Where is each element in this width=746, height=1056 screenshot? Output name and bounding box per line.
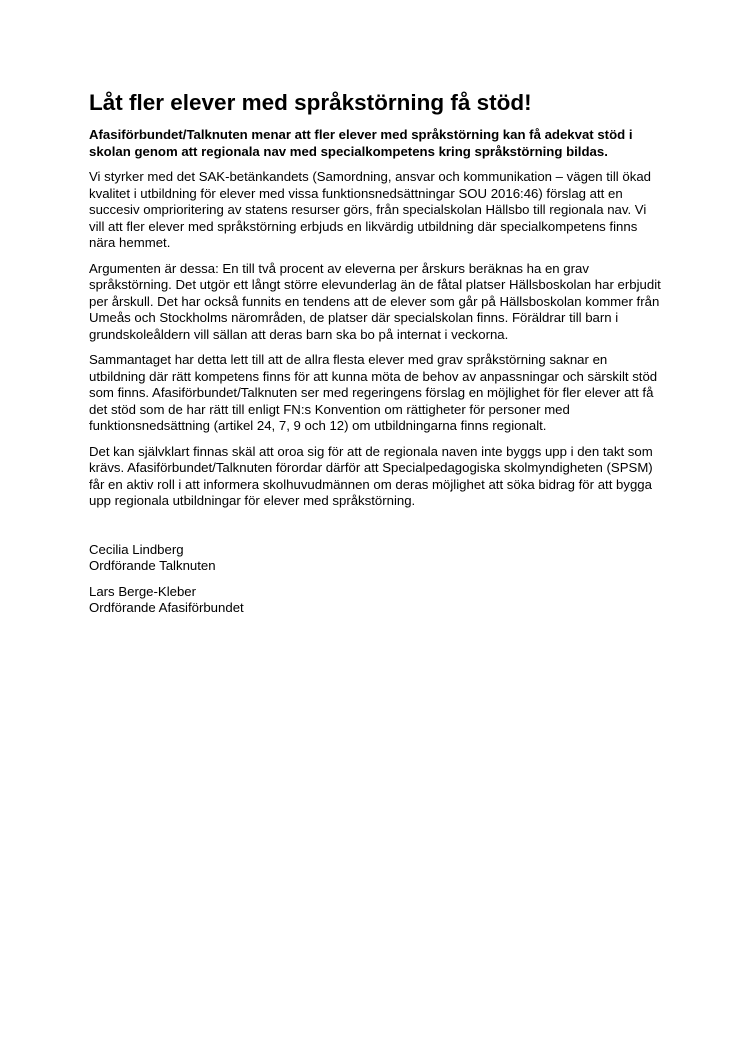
document-title: Låt fler elever med språkstörning få stöd! bbox=[89, 90, 532, 115]
signature-2 bbox=[89, 584, 661, 617]
body-paragraph-4: Det kan självklart finnas skäl att oroa sig för att de regionala naven inte byggs upp i den takt som krävs. Afasiförbundet/Talknuten förordar därför att Specialpedagogiska skolmyndigheten (SPSM) får en aktiv roll i att informera skolhuvudmännen om deras möjlighet att söka bidrag för att bygga upp regionala utbildningar för elever med språkstörning. bbox=[89, 443, 653, 508]
lead-paragraph: Afasiförbundet/Talknuten menar att fler elever med språkstörning kan få adekvat stöd i skolan genom att regionala nav med specialkompetens kring språkstörning bildas. bbox=[89, 127, 633, 159]
body-paragraph-1: Vi styrker med det SAK-betänkandets (Samordning, ansvar och kommunikation – vägen till ökad kvalitet i utbildning för elever med vissa funktionsnedsättningar SOU 2016:46) förslag att en succesiv omprioritering av statens resurser görs, från specialskolan Hällsbo till regionala nav. Vi vill att fler elever med språkstörning erbjuds en likvärdig utbildning där specialkompetens finns nära hemmet. bbox=[89, 169, 651, 250]
signature-1 bbox=[89, 542, 661, 575]
document-page bbox=[89, 88, 661, 626]
signature-name: Lars Berge-Kleber bbox=[89, 583, 197, 599]
signature-block bbox=[89, 542, 661, 617]
body-paragraph-3: Sammantaget har detta lett till att de allra flesta elever med grav språkstörning saknar en utbildning där rätt kompetens finns för att kunna möta de behov av anpassningar och särskilt stöd som finns. Afasiförbundet/Talknuten ser med regeringens förslag en möjlighet för fler elever att få det stöd som de har rätt till enligt FN:s Konvention om rättigheter för personer med funktionsnedsättning (artikel 24, 7, 9 och 12) om utbildningarna finns regionalt. bbox=[89, 352, 658, 433]
signature-role: Ordförande Afasiförbundet bbox=[89, 600, 244, 615]
body-paragraph-2: Argumenten är dessa: En till två procent av eleverna per årskurs beräknas ha en grav språkstörning. Det utgör ett långt större elevunderlag än de fåtal platser Hällsboskolan har erbjudit per årskull. Det har också funnits en tendens att de elever som går på Hällsboskolan kommer från Umeås och Stockholms närområden, de platser där specialskolan finns. Föräldrar till barn i grundskoleåldern vill sällan att deras barn ska bo på internat i veckorna. bbox=[89, 260, 661, 342]
signature-name: Cecilia Lindberg bbox=[89, 541, 184, 557]
signature-role: Ordförande Talknuten bbox=[89, 558, 216, 573]
